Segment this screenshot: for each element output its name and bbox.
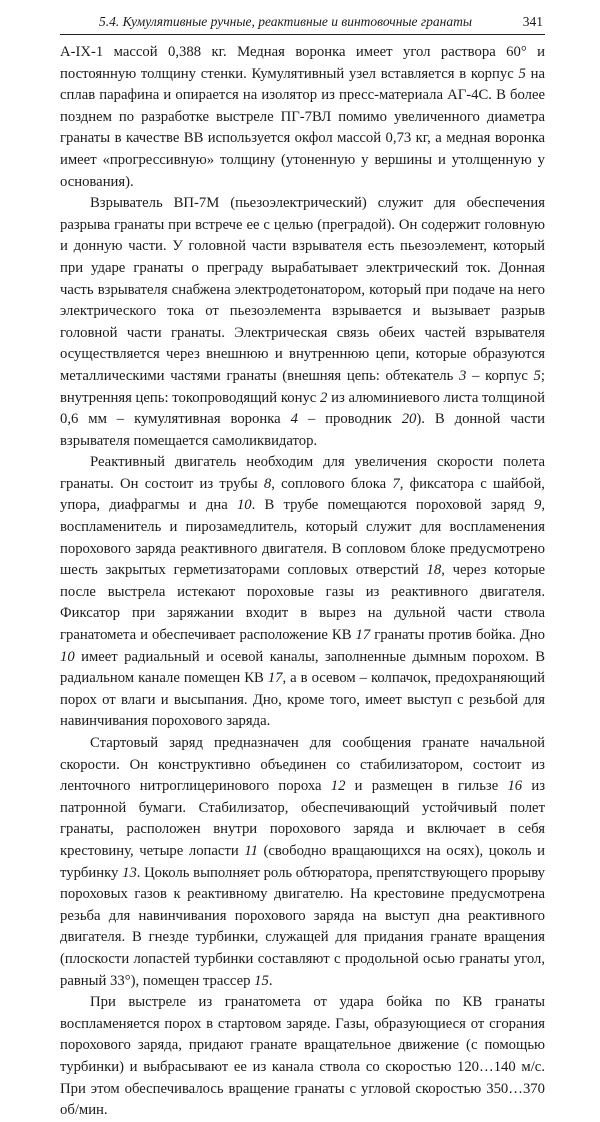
figure-reference-number: 17 (267, 670, 283, 687)
text-run: имеет радиальный и осевой каналы, заполненные дымным порохом. В радиальном канале помещен КВ (60, 648, 545, 687)
figure-reference-number: 10 (60, 648, 75, 665)
running-header (60, 12, 545, 35)
figure-reference-number: 15 (254, 972, 269, 989)
figure-reference-number: 5 (533, 367, 541, 384)
figure-reference-number: 2 (320, 389, 328, 406)
text-run: Стартовый заряд предназначен для сообщения гранате начальной скорости. Он конструктивно объединен со стабилизатором, состоит из ленточного нитроглицеринового пороха (60, 735, 545, 795)
paragraph-5 (60, 992, 545, 1122)
text-run: , фиксатора с шайбой, упора, диафрагмы и дна (60, 475, 545, 514)
text-run: При выстреле из гранатомета от удара бойка по КВ гранаты воспламеняется порох в стартовом заряде. Газы, образующиеся от сгорания порохового заряда, придают гранате вращательное движение (с помощью турбинки) и выбрасывают ее из канала ствола со скоростью 120…140 м/с. При этом обеспечивалось вращение гранаты с угловой скоростью 350…370 об/мин. (60, 994, 545, 1119)
text-run: ; внутренняя цепь: токопроводящий конус (60, 367, 545, 406)
text-run: Взрыватель ВП-7М (пьезоэлектрический) служит для обеспечения разрыва гранаты при встрече ее с целью (преградой). Он содержит головную и донную части. У головной части взрывателя есть пьезоэлемент, который при ударе гранаты о преграду вырабатывает электрический ток. Донная часть взрывателя снабжена электродетонатором, который при подаче на него электрического тока от пьезоэлемента взрывается и вызывает разрыв головной части гранаты. Электрическая связь обеих частей взрывателя осуществляется через внешнюю и внутреннюю цепи, которые образуются металлическими частями гранаты (внешняя цепь: обтекатель (60, 195, 545, 384)
figure-reference-number: 8 (263, 475, 272, 492)
figure-reference-number: 5 (518, 65, 526, 82)
text-run: , воспламенитель и пирозамедлитель, который служит для воспламенения порохового заряда реактивного двигателя. В сопловом блоке предусмотрено шесть закрытых герметизаторами сопловых отверстий (60, 497, 545, 579)
section-title: 5.4. Кумулятивные ручные, реактивные и винтовочные гранаты (99, 14, 473, 29)
figure-reference-number: 9 (533, 497, 542, 514)
figure-reference-number: 11 (244, 842, 258, 859)
figure-reference-number: 4 (290, 411, 298, 428)
text-run: . Цоколь выполняет роль обтюратора, препятствующего прорыву пороховых газов к реактивному двигателю. На крестовине предусмотрена резьба для навинчивания порохового заряда на выступ дна реактивного двигателя. В гнезде турбинки, служащей для придания гранате вращения (плоскости лопастей турбинки составляют с продольной осью гранаты угол, равный 33°), помещен трассер (60, 864, 545, 989)
text-run: ). В донной части взрывателя помещается самоликвидатор. (60, 411, 545, 449)
figure-reference-number: 10 (236, 497, 252, 514)
text-run: из патронной бумаги. Стабилизатор, обеспечивающий устойчивый полет гранаты, расположен внутри порохового заряда и включает в себя крестовину, четыре лопасти (60, 778, 545, 859)
paragraph-4 (60, 733, 545, 992)
text-run: и размещен в гильзе (345, 778, 508, 795)
text-run: , соплового блока (271, 475, 393, 492)
figure-reference-number: 3 (459, 367, 467, 384)
text-run: А-IX-1 массой 0,388 кг. Медная воронка имеет угол раствора 60° и постоянную толщину стенки. Кумулятивный узел вставляется в корпус (60, 44, 545, 82)
figure-reference-number: 20 (401, 411, 417, 428)
text-run: (свободно вращающихся на осях), цоколь и турбинку (60, 842, 545, 881)
text-run: – проводник (297, 411, 402, 428)
text-run: из алюминиевого листа толщиной 0,6 мм – кумулятивная воронка (60, 389, 545, 428)
paragraph-2 (60, 193, 545, 452)
figure-reference-number: 7 (392, 475, 400, 492)
paragraph-3 (60, 452, 545, 733)
figure-reference-number: 18 (426, 562, 442, 579)
page-number: 341 (522, 14, 543, 29)
figure-reference-number: 16 (507, 778, 523, 795)
text-run: – корпус (466, 367, 534, 384)
figure-reference-number: 17 (355, 627, 371, 644)
text-run: гранаты против бойка. Дно (370, 627, 545, 644)
figure-reference-number: 12 (330, 778, 346, 795)
text-run: , через которые после выстрела истекают пороховые газы из реактивного двигателя. Фиксатор при заряжании входит в вырез на дульной части ствола гранатомета и обеспечивает расположение КВ (60, 562, 546, 644)
paragraph-1 (60, 42, 545, 193)
text-run: Реактивный двигатель необходим для увеличения скорости полета гранаты. Он состоит из трубы (60, 454, 545, 492)
figure-reference-number: 13 (122, 864, 137, 881)
body-text (60, 42, 545, 1122)
text-run: . В трубе помещаются пороховой заряд (251, 497, 534, 514)
text-run: на сплав парафина и опирается на изолятор из пресс-материала АГ-4С. В более позднем по разработке выстреле ПГ-7ВЛ помимо увеличенного диаметра гранаты в качестве ВВ используется окфол массой 0,73 кг, а медная воронка имеет «прогрессивную» толщину (утоненную у вершины и утолщенную у основания). (60, 65, 545, 190)
text-run: , а в осевом – колпачок, предохраняющий порох от влаги и высыпания. Дно, кроме того, имеет выступ с резьбой для навинчивания порохового заряда. (60, 670, 545, 730)
text-run: . (268, 972, 273, 989)
